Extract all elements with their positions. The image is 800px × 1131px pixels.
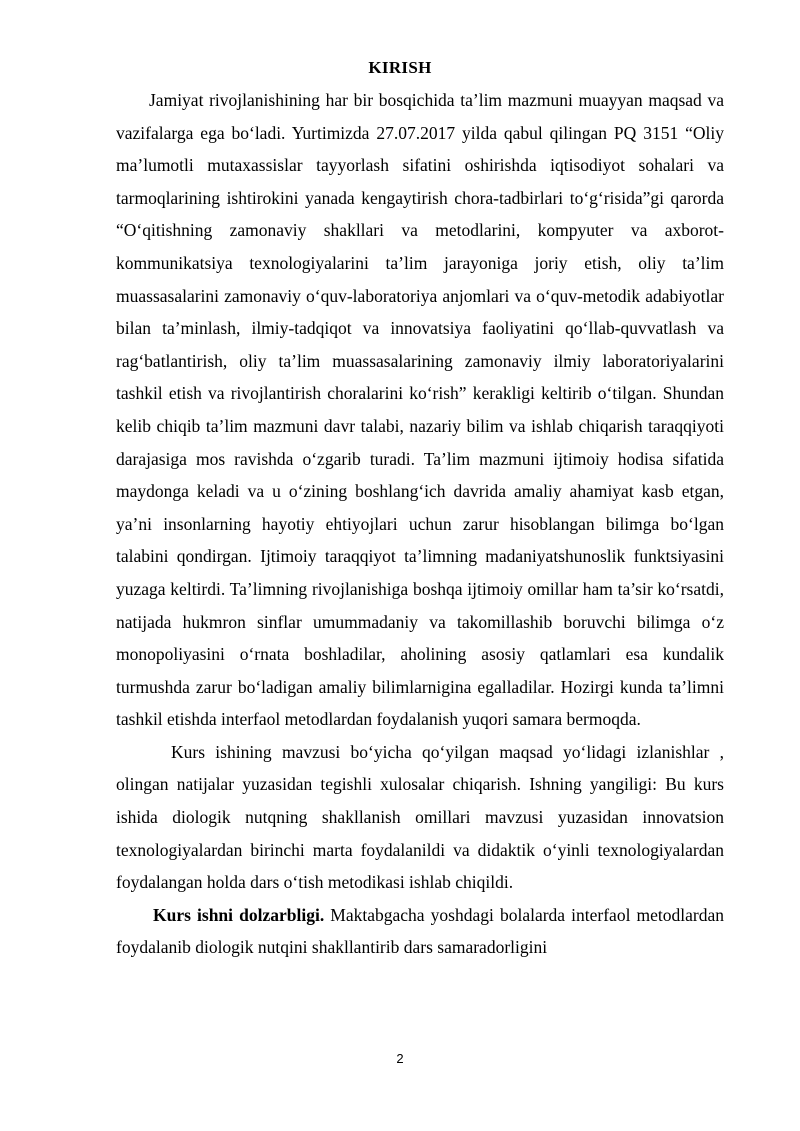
relevance-heading: Kurs ishni dolzarbligi. — [153, 904, 325, 925]
page-number: 2 — [396, 1051, 404, 1066]
relevance-text: Maktabgacha yoshdagi bolalarda interfaol metodlardan foydalanib diologik nutqini shakllantirib dars samaradorligini — [116, 904, 724, 958]
document-body — [116, 84, 724, 964]
paragraph-course-topic: Kurs ishining mavzusi bo‘yicha qo‘yilgan maqsad yo‘lidagi izlanishlar , olingan natijalar yuzasidan tegishli xulosalar chiqarish. Ishning yangiligi: Bu kurs ishida diologik nutqning shakllanish omillari mavzusi yuzasidan innovatsion texnologiyalardan birinchi marta foydalanildi va didaktik o‘yinli texnologiyalardan foydalangan holda dars o‘tish metodikasi ishlab chiqildi. — [116, 741, 724, 893]
paragraph-intro: Jamiyat rivojlanishining har bir bosqichida ta’lim mazmuni muayyan maqsad va vazifalarga ega bo‘ladi. Yurtimizda 27.07.2017 yilda qabul qilingan PQ 3151 “Oliy ma’lumotli mutaxassislar tayyorlash sifatini oshirishda iqtisodiyot sohalari va tarmoqlarining ishtirokini yanada kengaytirish chora-tadbirlari to‘g‘risida”gi qarorda “O‘qitishning zamonaviy shakllari va metodlarini, kompyuter va axborot-kommunikatsiya texnologiyalarini ta’lim jarayoniga joriy etish, oliy ta’lim muassasalarini zamonaviy o‘quv-laboratoriya anjomlari va o‘quv-metodik adabiyotlar bilan ta’minlash, ilmiy-tadqiqot va innovatsiya faoliyatini qo‘llab-quvvatlash va rag‘batlantirish, oliy ta’lim muassasalarining zamonaviy ilmiy laboratoriyalarini tashkil etish va rivojlantirish choralarini ko‘rish” kerakligi keltirib o‘tilgan. Shundan kelib chiqib ta’lim mazmuni davr talabi, nazariy bilim va ishlab chiqarish taraqqiyoti darajasiga mos ravishda o‘zgarib turadi. Ta’lim mazmuni ijtimoiy hodisa sifatida maydonga keladi va u o‘zining boshlang‘ich davrida amaliy ahamiyat kasb etgan, ya’ni insonlarning hayotiy ehtiyojlari uchun zarur hisoblangan bilimga bo‘lgan talabini qondirgan. Ijtimoiy taraqqiyot ta’limning madaniyatshunoslik funktsiyasini yuzaga keltirdi. Ta’limning rivojlanishiga boshqa ijtimoiy omillar ham ta’sir ko‘rsatdi, natijada hukmron sinflar umummadaniy va takomillashib boruvchi bilimga o‘z monopoliyasini o‘rnata boshladilar, aholining asosiy qatlamlari esa kundalik turmushda zarur bo‘ladigan amaliy bilimlarnigina egalladilar. Hozirgi kunda ta’limni tashkil etishda interfaol metodlardan foydalanish yuqori samara bermoqda. — [116, 90, 724, 730]
page-title: KIRISH — [368, 58, 432, 77]
paragraph-relevance — [116, 899, 724, 964]
